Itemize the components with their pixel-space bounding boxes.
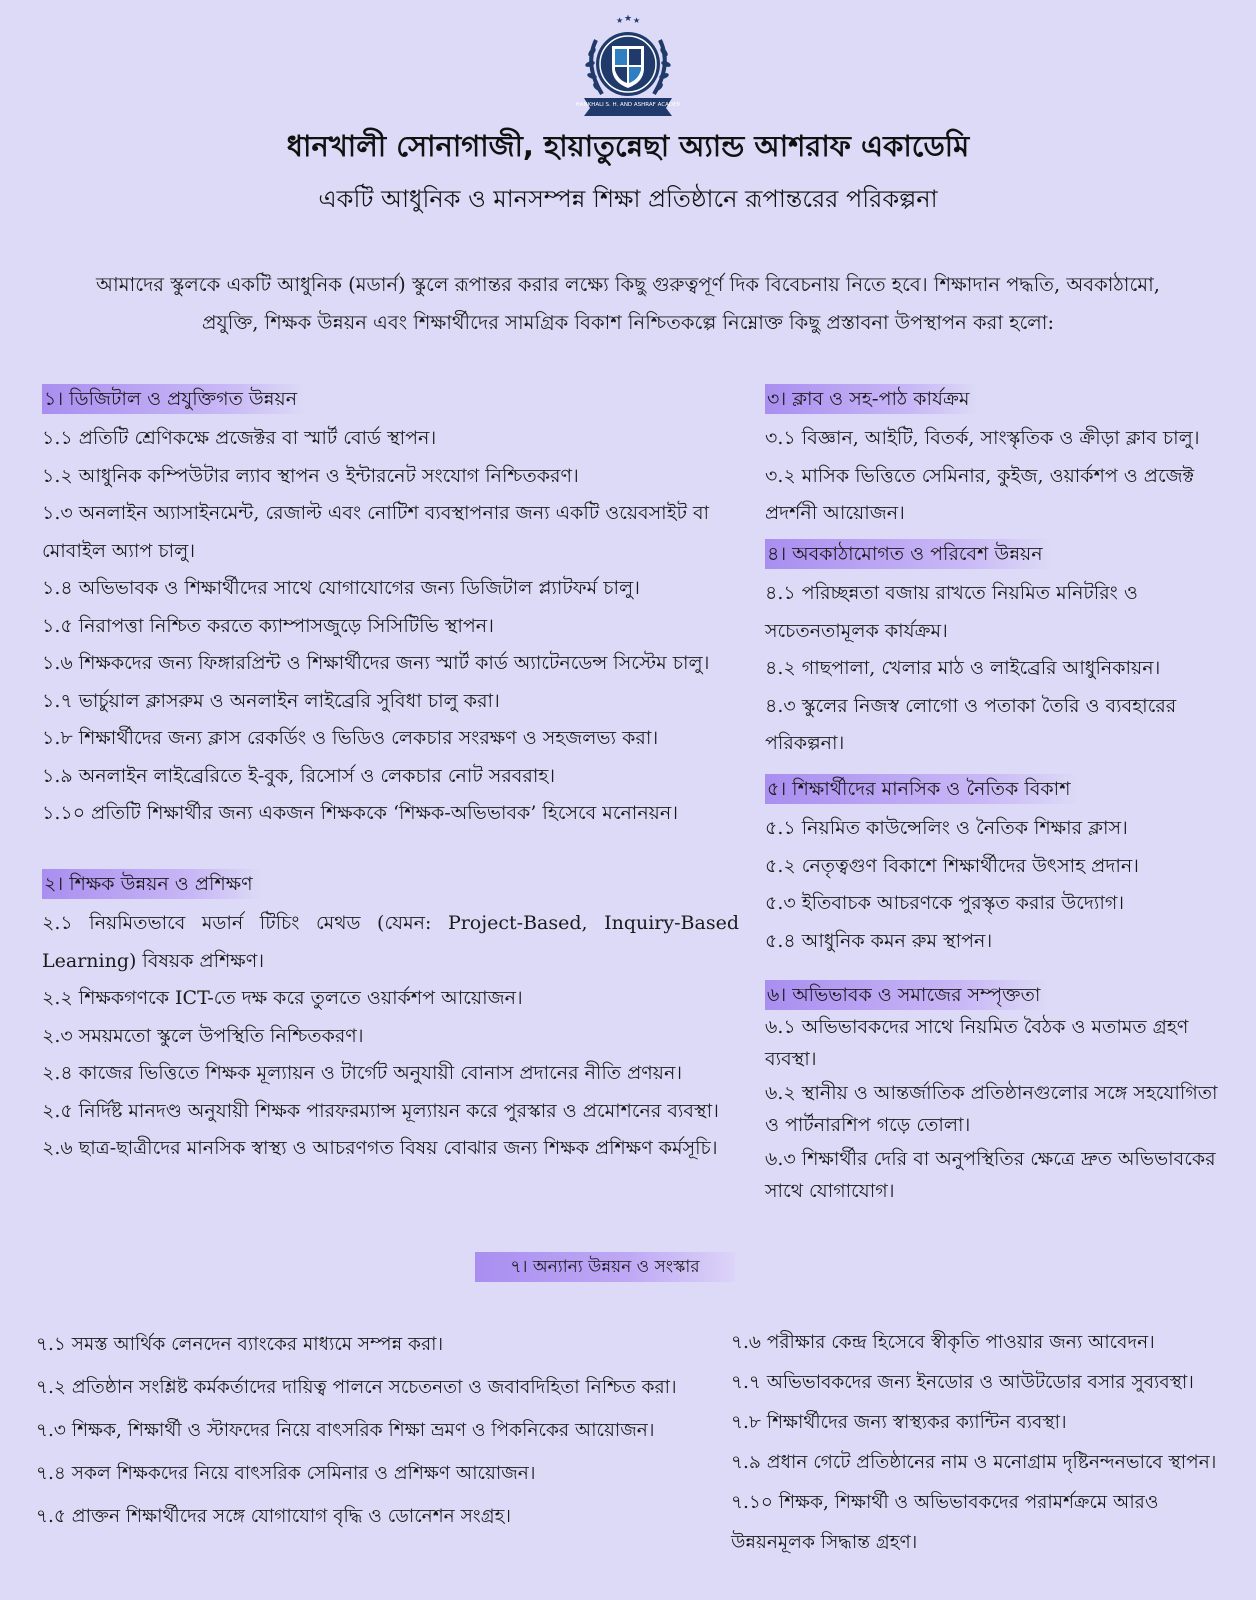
list-item: ৭.১০ শিক্ষক, শিক্ষার্থী ও অভিভাবকদের পরামর্শক্রমে আরও উন্নয়নমূলক সিদ্ধান্ত গ্রহণ। [731,1492,1159,1553]
list-item: ৬.২ স্থানীয় ও আন্তর্জাতিক প্রতিষ্ঠানগুলোর সঙ্গে সহযোগিতা ও পার্টনারশিপ গড়ে তোলা। [765,1082,1218,1136]
list-item: ৭.২ প্রতিষ্ঠান সংশ্লিষ্ট কর্মকর্তাদের দায়িত্ব পালনে সচেতনতা ও জবাবদিহিতা নিশ্চিত করা। [36,1377,677,1398]
list-item: ৭.৮ শিক্ষার্থীদের জন্য স্বাস্থ্যকর ক্যান্টিন ব্যবস্থা। [731,1412,1067,1433]
section-heading-other: ৭। অন্যান্য উন্নয়ন ও সংস্কার [475,1252,735,1282]
svg-text:★: ★ [616,16,624,25]
list-item: ৪.২ গাছপালা, খেলার মাঠ ও লাইব্রেরি আধুনিকায়ন। [765,657,1161,679]
list-item: ৫.২ নেতৃত্বগুণ বিকাশে শিক্ষার্থীদের উৎসাহ প্রদান। [765,854,1139,877]
section-heading: ৪। অবকাঠামোগত ও পরিবেশ উন্নয়ন [765,539,1051,569]
section-digital-technology [42,384,742,833]
list-item: ৭.৬ পরীক্ষার কেন্দ্র হিসেবে স্বীকৃতি পাওয়ার জন্য আবেদন। [731,1332,1155,1353]
list-item: ১.৮ শিক্ষার্থীদের জন্য ক্লাস রেকর্ডিং ও ভিডিও লেকচার সংরক্ষণ ও সহজলভ্য করা। [42,727,659,749]
list-item: ১.৭ ভার্চুয়াল ক্লাসরুম ও অনলাইন লাইব্রেরি সুবিধা চালু করা। [42,689,500,712]
section-heading: ৩। ক্লাব ও সহ-পাঠ কার্যক্রম [765,384,977,414]
section-heading: ৫। শিক্ষার্থীদের মানসিক ও নৈতিক বিকাশ [765,774,1078,804]
school-crest-icon [576,10,680,122]
list-item: ৬.৩ শিক্ষার্থীর দেরি বা অনুপস্থিতির ক্ষেত্রে দ্রুত অভিভাবকের সাথে যোগাযোগ। [765,1148,1216,1202]
list-item: ৭.৭ অভিভাবকদের জন্য ইনডোর ও আউটডোর বসার সুব্যবস্থা। [731,1372,1194,1393]
list-item: ৭.৪ সকল শিক্ষকদের নিয়ে বাৎসরিক সেমিনার ও প্রশিক্ষণ আয়োজন। [36,1463,536,1484]
section-heading: ১। ডিজিটাল ও প্রযুক্তিগত উন্নয়ন [42,384,305,414]
list-item: ৩.১ বিজ্ঞান, আইটি, বিতর্ক, সাংস্কৃতিক ও ক্রীড়া ক্লাব চালু। [765,427,1200,449]
section-other-left-column [36,1323,736,1538]
list-item: ৩.২ মাসিক ভিত্তিতে সেমিনার, কুইজ, ওয়ার্কশপ ও প্রজেক্ট প্রদর্শনী আয়োজন। [765,464,1195,524]
list-item: ৭.৫ প্রাক্তন শিক্ষার্থীদের সঙ্গে যোগাযোগ বৃদ্ধি ও ডোনেশন সংগ্রহ। [36,1506,511,1527]
list-item: ৪.৩ স্কুলের নিজস্ব লোগো ও পতাকা তৈরি ও ব্যবহারের পরিকল্পনা। [765,694,1177,754]
school-crest-logo [576,10,680,122]
list-item: ৪.১ পরিচ্ছন্নতা বজায় রাখতে নিয়মিত মনিটরিং ও সচেতনতামূলক কার্যক্রম। [765,582,1138,642]
intro-paragraph: আমাদের স্কুলকে একটি আধুনিক (মডার্ন) স্কুলে রূপান্তর করার লক্ষ্যে কিছু গুরুত্বপূর্ণ দিক বিবেচনায় নিতে হবে। শিক্ষাদান পদ্ধতি, অবকাঠামো, প্রযুক্তি, শিক্ষক উন্নয়ন এবং শিক্ষার্থীদের সামগ্রিক বিকাশ নিশ্চিতকল্পে নিম্নোক্ত কিছু প্রস্তাবনা উপস্থাপন করা হলো: [96,273,1160,334]
list-item: ৭.৩ শিক্ষক, শিক্ষার্থী ও স্টাফদের নিয়ে বাৎসরিক শিক্ষা ভ্রমণ ও পিকনিকের আয়োজন। [36,1420,655,1441]
list-item: ২.৪ কাজের ভিত্তিতে শিক্ষক মূল্যায়ন ও টার্গেট অনুযায়ী বোনাস প্রদানের নীতি প্রণয়ন। [42,1062,683,1084]
list-item: ৫.১ নিয়মিত কাউন্সেলিং ও নৈতিক শিক্ষার ক্লাস। [765,817,1128,839]
list-item: ১.৩ অনলাইন অ্যাসাইনমেন্ট, রেজাল্ট এবং নোটিশ ব্যবস্থাপনার জন্য একটি ওয়েবসাইট বা মোবাইল অ্যাপ চালু। [42,502,710,562]
crest-ribbon-text: DHANKHALI S. H. AND ASHRAF ACADEMY [576,102,680,108]
svg-text:★: ★ [633,16,641,25]
section-student-wellbeing [765,774,1235,960]
list-item: ৫.৪ আধুনিক কমন রুম স্থাপন। [765,929,993,952]
list-item: ৬.১ অভিভাবকদের সাথে নিয়মিত বৈঠক ও মতামত গ্রহণ ব্যবস্থা। [765,1016,1189,1070]
list-item: ১.১ প্রতিটি শ্রেণিকক্ষে প্রজেক্টর বা স্মার্ট বোর্ড স্থাপন। [42,427,437,449]
list-item: ৫.৩ ইতিবাচক আচরণকে পুরস্কৃত করার উদ্যোগ। [765,892,1125,914]
page-title: ধানখালী সোনাগাজী, হায়াতুন্নেছা অ্যান্ড আশরাফ একাডেমি [286,129,970,163]
list-item: ১.৫ নিরাপত্তা নিশ্চিত করতে ক্যাম্পাসজুড়ে সিসিটিভি স্থাপন। [42,614,494,637]
section-heading: ২। শিক্ষক উন্নয়ন ও প্রশিক্ষণ [42,869,261,899]
section-infrastructure [765,539,1235,763]
list-item: ১.৪ অভিভাবক ও শিক্ষার্থীদের সাথে যোগাযোগের জন্য ডিজিটাল প্ল্যাটফর্ম চালু। [42,577,640,599]
page-subtitle: একটি আধুনিক ও মানসম্পন্ন শিক্ষা প্রতিষ্ঠানে রূপান্তরের পরিকল্পনা [318,185,938,213]
list-item: ২.২ শিক্ষকগণকে ICT-তে দক্ষ করে তুলতে ওয়ার্কশপ আয়োজন। [42,987,523,1009]
list-item: ২.৩ সময়মতো স্কুলে উপস্থিতি নিশ্চিতকরণ। [42,1024,364,1047]
list-item: ৭.৯ প্রধান গেটে প্রতিষ্ঠানের নাম ও মনোগ্রাম দৃষ্টিনন্দনভাবে স্থাপন। [731,1452,1217,1473]
section-clubs-activities [765,384,1235,533]
list-item: ১.৯ অনলাইন লাইব্রেরিতে ই-বুক, রিসোর্স ও লেকচার নোট সরবরাহ। [42,764,556,787]
list-item: ১.১০ প্রতিটি শিক্ষার্থীর জন্য একজন শিক্ষককে ‘শিক্ষক-অভিভাবক’ হিসেবে মনোনয়ন। [42,802,678,824]
section-teacher-development [42,869,739,1168]
list-item: ১.৬ শিক্ষকদের জন্য ফিঙ্গারপ্রিন্ট ও শিক্ষার্থীদের জন্য স্মার্ট কার্ড অ্যাটেনডেন্স সিস্টেম চালু। [42,652,710,674]
list-item: ২.৫ নির্দিষ্ট মানদণ্ড অনুযায়ী শিক্ষক পারফরম্যান্স মূল্যায়ন করে পুরস্কার ও প্রমোশনের ব্যবস্থা। [42,1099,719,1122]
list-item: ১.২ আধুনিক কম্পিউটার ল্যাব স্থাপন ও ইন্টারনেট সংযোগ নিশ্চিতকরণ। [42,464,579,487]
list-item: ২.১ নিয়মিতভাবে মডার্ন টিচিং মেথড (যেমন: Project-Based, Inquiry-Based Learning) বিষয়ক প্রশিক্ষণ। [42,912,739,972]
svg-text:★: ★ [624,14,633,24]
section-heading: ৬। অভিভাবক ও সমাজের সম্পৃক্ততা [765,980,1048,1010]
list-item: ২.৬ ছাত্র-ছাত্রীদের মানসিক স্বাস্থ্য ও আচরণগত বিষয় বোঝার জন্য শিক্ষক প্রশিক্ষণ কর্মসূচি। [42,1137,718,1159]
section-parent-community [765,980,1235,1207]
section-other-right-column [731,1323,1246,1563]
list-item: ৭.১ সমস্ত আর্থিক লেনদেন ব্যাংকের মাধ্যমে সম্পন্ন করা। [36,1334,444,1355]
